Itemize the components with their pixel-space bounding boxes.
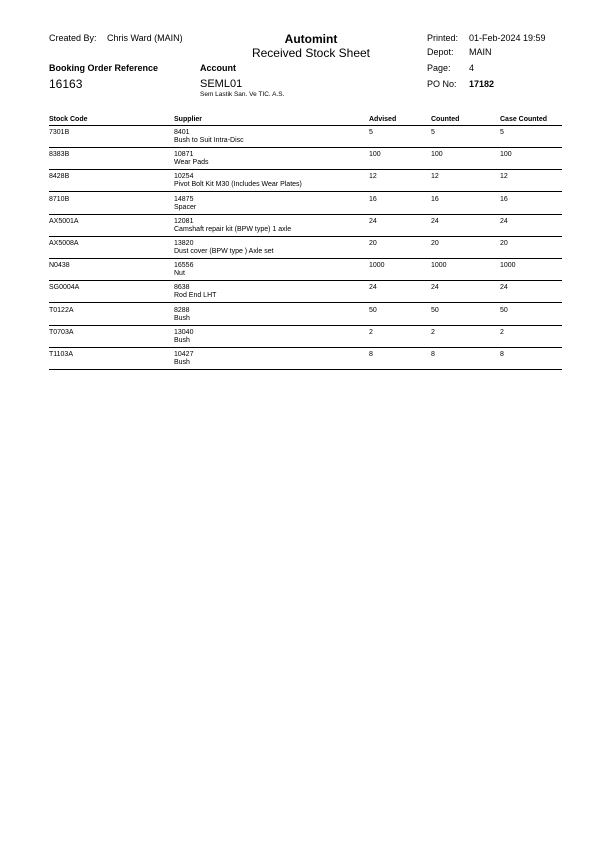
page-value: 4 [469, 63, 475, 73]
supplier-cell: 8288 [174, 306, 190, 314]
case-counted-cell: 100 [500, 151, 512, 159]
case-counted-cell: 24 [500, 217, 508, 225]
stock-code-cell: 7301B [49, 129, 70, 136]
row-divider [49, 325, 562, 326]
advised-cell: 24 [369, 217, 377, 225]
stock-code-cell: SG0004A [49, 284, 80, 292]
description-cell: Bush to Suit Intra-Disc [174, 137, 244, 144]
row-divider [49, 191, 562, 192]
description-cell: Spacer [174, 203, 197, 211]
table-row [0, 149, 595, 171]
stock-code-cell: AX5001A [49, 217, 79, 225]
case-counted-cell: 1000 [500, 262, 516, 270]
description-cell: Camshaft repair kit (BPW type) 1 axle [174, 225, 292, 233]
company-name: Automint [284, 32, 338, 46]
col-stock-code: Stock Code [49, 116, 88, 123]
header-divider [49, 125, 562, 126]
printed-value: 01-Feb-2024 19:59 [469, 33, 546, 43]
table-row [0, 260, 595, 282]
stock-code-cell: N0438 [49, 262, 70, 270]
row-divider [49, 147, 562, 148]
account-label: Account [200, 63, 236, 73]
counted-cell: 20 [431, 240, 439, 247]
case-counted-cell: 5 [500, 129, 504, 136]
counted-cell: 16 [431, 195, 439, 203]
advised-cell: 8 [369, 351, 373, 358]
table-row [0, 171, 595, 193]
description-cell: Nut [174, 270, 185, 278]
table-row [0, 282, 595, 304]
advised-cell: 12 [369, 173, 377, 181]
counted-cell: 24 [431, 217, 439, 225]
description-cell: Bush [174, 336, 190, 344]
counted-cell: 100 [431, 151, 443, 159]
counted-cell: 50 [431, 306, 439, 314]
stock-code-cell: 8710B [49, 195, 70, 203]
advised-cell: 20 [369, 240, 377, 247]
advised-cell: 1000 [369, 262, 385, 270]
counted-cell: 12 [431, 173, 439, 181]
col-case-counted: Case Counted [500, 116, 548, 123]
row-divider [49, 369, 562, 370]
supplier-cell: 10427 [174, 351, 194, 358]
counted-cell: 8 [431, 351, 435, 358]
stock-code-cell: 8383B [49, 151, 70, 159]
supplier-cell: 10254 [174, 173, 194, 181]
printed-label: Printed: [427, 33, 459, 43]
booking-ref-label: Booking Order Reference [49, 63, 159, 73]
description-cell: Rod End LHT [174, 292, 217, 300]
supplier-cell: 13040 [174, 328, 194, 336]
case-counted-cell: 2 [500, 328, 504, 336]
case-counted-cell: 12 [500, 173, 508, 181]
stock-code-cell: 8428B [49, 173, 70, 181]
table-row [0, 238, 595, 260]
counted-cell: 2 [431, 328, 435, 336]
table-row [0, 327, 595, 349]
counted-cell: 5 [431, 129, 435, 136]
booking-ref-value: 16163 [49, 77, 83, 91]
counted-cell: 24 [431, 284, 439, 292]
row-divider [49, 302, 562, 303]
advised-cell: 100 [369, 151, 381, 159]
supplier-cell: 13820 [174, 240, 194, 247]
supplier-cell: 8638 [174, 284, 190, 292]
description-cell: Bush [174, 359, 190, 366]
row-divider [49, 258, 562, 259]
case-counted-cell: 8 [500, 351, 504, 358]
counted-cell: 1000 [431, 262, 447, 270]
row-divider [49, 347, 562, 348]
supplier-cell: 14875 [174, 195, 194, 203]
advised-cell: 5 [369, 129, 373, 136]
col-counted: Counted [431, 116, 460, 123]
description-cell: Bush [174, 314, 190, 322]
description-cell: Wear Pads [174, 159, 209, 167]
page-label: Page: [427, 63, 451, 73]
account-code: SEML01 [200, 78, 243, 90]
stock-code-cell: T1103A [49, 351, 73, 358]
account-name: Sem Lastik San. Ve TIC. A.S. [200, 91, 285, 98]
stock-code-cell: AX5008A [49, 240, 79, 247]
table-row [0, 349, 595, 371]
stock-code-cell: T0122A [49, 306, 74, 314]
po-label: PO No: [427, 79, 457, 89]
case-counted-cell: 16 [500, 195, 508, 203]
case-counted-cell: 50 [500, 306, 508, 314]
po-value: 17182 [469, 79, 495, 89]
depot-value: MAIN [469, 47, 492, 57]
row-divider [49, 169, 562, 170]
table-row [0, 216, 595, 238]
depot-label: Depot: [427, 47, 454, 57]
description-cell: Pivot Bolt Kit M30 (Includes Wear Plates) [174, 181, 302, 189]
advised-cell: 50 [369, 306, 377, 314]
row-divider [49, 214, 562, 215]
description-cell: Dust cover (BPW type ) Axle set [174, 248, 274, 255]
col-advised: Advised [369, 116, 397, 123]
supplier-cell: 8401 [174, 129, 190, 136]
advised-cell: 16 [369, 195, 377, 203]
supplier-cell: 10871 [174, 151, 194, 159]
supplier-cell: 16556 [174, 262, 194, 270]
table-row [0, 305, 595, 327]
case-counted-cell: 20 [500, 240, 508, 247]
case-counted-cell: 24 [500, 284, 508, 292]
table-row [0, 127, 595, 149]
sheet-title: Received Stock Sheet [251, 46, 371, 60]
advised-cell: 24 [369, 284, 377, 292]
advised-cell: 2 [369, 328, 373, 336]
table-row [0, 194, 595, 216]
created-by-label: Created By: [49, 33, 97, 43]
stock-code-cell: T0703A [49, 328, 74, 336]
created-by-value: Chris Ward (MAIN) [107, 33, 183, 43]
row-divider [49, 236, 562, 237]
col-supplier: Supplier [174, 116, 203, 123]
row-divider [49, 280, 562, 281]
supplier-cell: 12081 [174, 217, 194, 225]
